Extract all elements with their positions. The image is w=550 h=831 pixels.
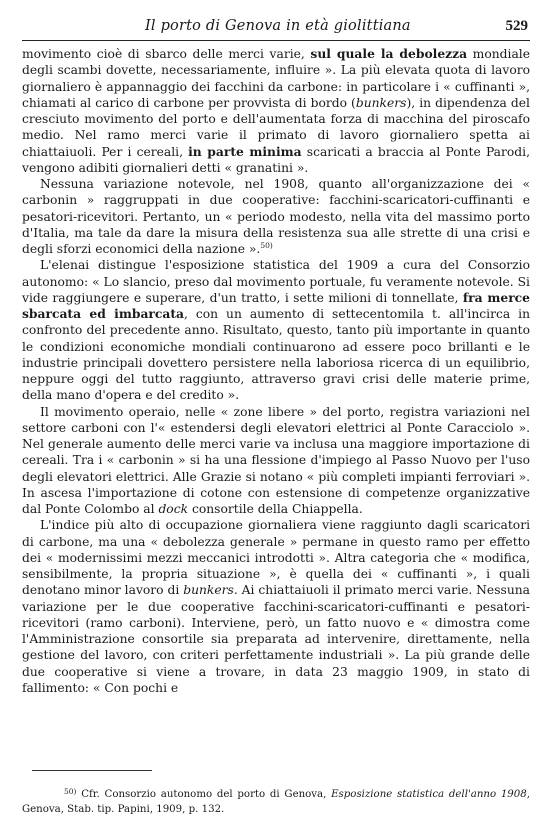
paragraph-1: movimento cioè di sbarco delle merci varie, sul quale la debolezza mondiale degli scambi dovette, necessariamente, influire ». La più elevata quota di lavoro giornaliero è appannaggio dei facchini da carbone: in particolare i « cuffinanti », chiamati al carico di carbone per provvista di bordo (bunkers), in dipendenza del cresciuto movimento del porto e dell'aumentata forza di macchina del piroscafo medio. Nel ramo merci varie il primato di lavoro giornaliero spetta ai chiattaiuoli. Per i cereali, in parte minima scaricati a braccia al Ponte Parodi, vengono adibiti giornalieri detti « granatini ». [22,46,531,175]
paragraph-4: Il movimento operaio, nelle « zone libere » del porto, registra variazioni nel settore carboni con l'« estendersi degli elevatori elettrici al Ponte Caracciolo ». Nel generale aumento delle merci varie va inclusa una maggiore importazione di cereali. Tra i « carbonin » si ha una flessione d'impiego al Passo Nuovo per l'uso degli elevatori elettrici. Alle Grazie si notano « più completi impianti ferroviari ». In ascesa l'importazione di cotone con estensione di competenze organizzative dal Ponte Colombo al dock consortile della Chiappella. [22,404,530,516]
page-header [0,18,550,40]
footnote [22,784,530,817]
running-title: Il porto di Genova in età giolittiana [145,18,411,34]
body-text [22,46,530,696]
footnote-rule [32,770,152,771]
paragraph-2: Nessuna variazione notevole, nel 1908, quanto all'organizzazione dei « carbonin » raggruppati in due cooperative: facchini-scaricatori-cuffinanti e pesatori-ricevitori. Pertanto, un « periodo modesto, nella vita del massimo porto d'Italia, ma tale da dare la misura della resistenza sua alle strette di una crisi e degli sforzi economici della nazione ».$^{50)}$ [22,177,530,256]
page-number: 529 [505,18,528,34]
paragraph-5: L'indice più alto di occupazione giornaliera viene raggiunto dagli scaricatori di carbone, ma una « debolezza generale » permane in questo ramo per effetto dei « modernissimi mezzi meccanici introdotti ». Altra categoria che « modifica, sensibilmente, la propria situazione », è quella dei « cuffinanti », i quali denotano minor lavoro di bunkers. Ai chiattaiuoli il primato merci varie. Nessuna variazione per le due cooperative facchini-scaricatori-cuffinanti e pesatori-ricevitori (ramo carboni). Interviene, però, un fatto nuovo e « dimostra come l'Amministrazione consortile sia preparata ad intervenire, direttamente, nella gestione del lavoro, con criteri perfettamente industriali ». La più grande delle due cooperative si viene a trovare, in data 23 maggio 1909, in stato di fallimento: « Con pochi e [22,518,530,695]
footnote-number: 50) [64,787,77,796]
paragraph-3: L'elenai distingue l'esposizione statistica del 1909 a cura del Consorzio autonomo: « Lo slancio, preso dal movimento portuale, fu veramente notevole. Si vide raggiungere e superare, d'un tratto, i sette milioni di tonnellate, fra merce sbarcata ed imbarcata, con un aumento di settecentomila t. all'incirca in confronto del precedente anno. Risultato, questo, tanto più importante in quanto le condizioni economiche mondiali continuarono ad essere poco brillanti e le industrie principali dovettero persistere nella laboriosa ricerca di un equilibrio, neppure oggi del tutto raggiunto, attraverso gravi crisi delle materie prime, della mano d'opera e del credito ». [22,258,530,403]
footnote-text: Cfr. Consorzio autonomo del porto di Genova, Esposizione statistica dell'anno 1908, Genova, Stab. tip. Papini, 1909, p. 132. [22,789,531,815]
header-rule [22,40,530,41]
